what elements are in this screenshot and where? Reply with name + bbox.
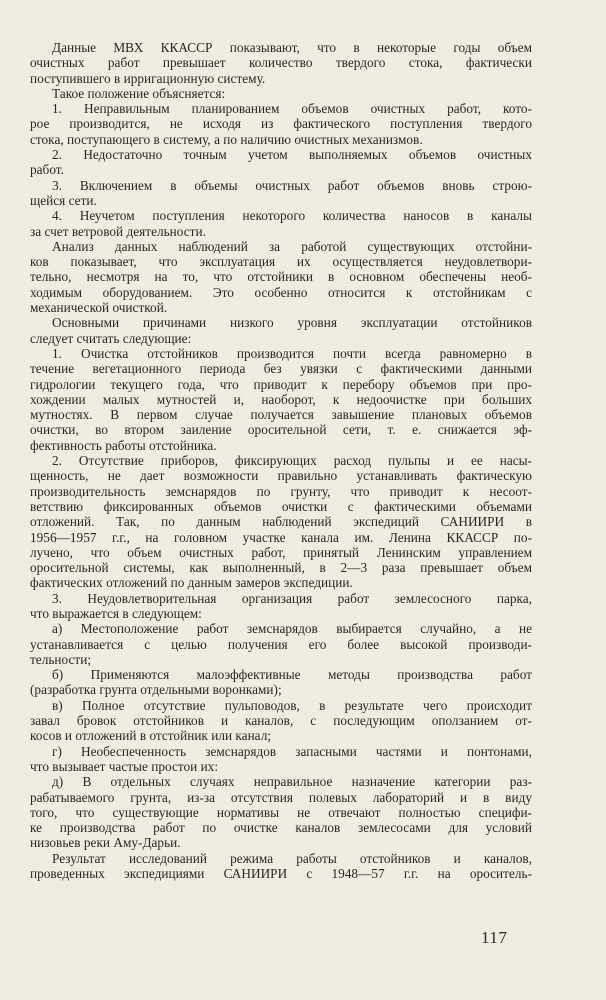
text-line: что вызывает частые простои их: [30,758,219,774]
text-line: 2. Отсутствие приборов, фиксирующих расход пульпы и ее насы- [52,453,532,469]
text-line: (разработка грунта отдельными воронками); [30,682,282,698]
text-line: оросительной системы, как выполненный, в 2—3 раза превышает объем [30,560,532,576]
text-line: 3. Неудовлетворительная организация работ землесосного парка, [52,590,532,606]
text-line: работ. [30,162,64,178]
text-line: очистки, во втором заиление оросительной сети, т. е. снижается эф- [30,422,532,438]
text-line: стока, поступающего в систему, а по наличию очистных механизмов. [30,131,423,147]
text-line: фактических отложений по данным замеров экспедиции. [30,575,353,591]
text-line: 4. Неучетом поступления некоторого количества наносов в каналы [52,208,532,224]
text-line: мутностях. В первом случае получается завышение плановых объемов [30,407,532,423]
text-line: что выражается в следующем: [30,605,202,621]
text-line: следует считать следующие: [30,330,192,346]
text-line: хождении малых мутностей и, наоборот, к недоочистке при больших [30,391,532,407]
text-line: низовьев реки Аму-Дарьи. [30,835,181,851]
text-line: рабатываемого грунта, из-за отсутствия полевых лабораторий и в виду [30,789,532,805]
text-line: 1956—1957 г.г., на головном участке канала им. Ленина ККАССР по- [30,529,532,545]
text-line: щенность, не дает возможности правильно устанавливать фактическую [30,468,532,484]
text-line: Данные МВХ ККАССР показывают, что в некоторые годы объем [52,40,532,55]
text-line: тельно, несмотря на то, что отстойники в основном обеспечены необ- [30,269,532,285]
text-line: 2. Недостаточно точным учетом выполняемых объемов очистных [52,147,532,163]
text-line: д) В отдельных случаях неправильное назначение категории раз- [52,774,532,790]
text-line: поступившего в ирригационную систему. [30,70,266,86]
text-line: г) Необеспеченность земснарядов запасными частями и понтонами, [52,743,532,759]
text-line: очистных работ превышает количество твердого стока, фактически [30,55,532,71]
text-line: рое производится, не исходя из фактического поступления твердого [30,116,532,132]
text-line: щейся сети. [30,192,97,208]
text-line: механической очисткой. [30,300,168,316]
text-line: лучено, что объем очистных работ, принятый Ленинским управлением [30,544,532,560]
text-line: в) Полное отсутствие пульповодов, в результате чего происходит [52,697,532,713]
text-line: за счет ветровой деятельности. [30,223,206,239]
text-line: ходимым оборудованием. Это особенно относится к отстойникам с [30,284,532,300]
text-line: течение вегетационного периода без увязки с фактическими данными [30,361,532,377]
text-line: ке производства работ по очистке каналов землесосами для условий [30,820,532,836]
text-line: завал бровок отстойников и каналов, с последующим оползанием от- [30,713,532,729]
page-number: 117 [481,928,508,947]
text-line: 1. Очистка отстойников производится почти всегда равномерно в [52,345,532,361]
text-line: устанавливается с целью получения его более высокой производи- [30,636,532,652]
body-text [30,40,532,881]
text-line: ветствию фиксированных объемов очистки с фактическими объемами [30,498,532,514]
text-line: ков показывает, что эксплуатация их осуществляется неудовлетвори- [30,254,532,270]
text-line: тельности; [30,651,92,667]
text-line: б) Применяются малоэффективные методы производства работ [52,667,532,683]
text-line: 1. Неправильным планированием объемов очистных работ, кото- [52,101,532,117]
text-line: проведенных экспедициями САНИИРИ с 1948—57 г.г. на ороситель- [30,866,532,882]
text-line: производительность земснарядов по грунту, что приводит к несоот- [30,483,532,499]
text-line: косов и отложений в отстойник или канал; [30,728,272,744]
text-line: 3. Включением в объемы очистных работ объемов вновь строю- [52,177,532,193]
text-line: Такое положение объясняется: [52,85,226,101]
text-line: гидрологии текущего года, что приводит к перебору объемов при про- [30,376,532,392]
text-line: Результат исследований режима работы отстойников и каналов, [52,850,532,866]
text-line: отложений. Так, по данным наблюдений экспедиций САНИИРИ в [30,514,532,530]
text-line: Анализ данных наблюдений за работой существующих отстойни- [52,238,532,254]
text-line: Основными причинами низкого уровня эксплуатации отстойников [52,315,532,331]
text-line: того, что существующие нормативы не отвечают полностью специфи- [30,804,532,820]
text-line: а) Местоположение работ земснарядов выбирается случайно, а не [52,621,532,637]
text-line: фективность работы отстойника. [30,437,217,453]
